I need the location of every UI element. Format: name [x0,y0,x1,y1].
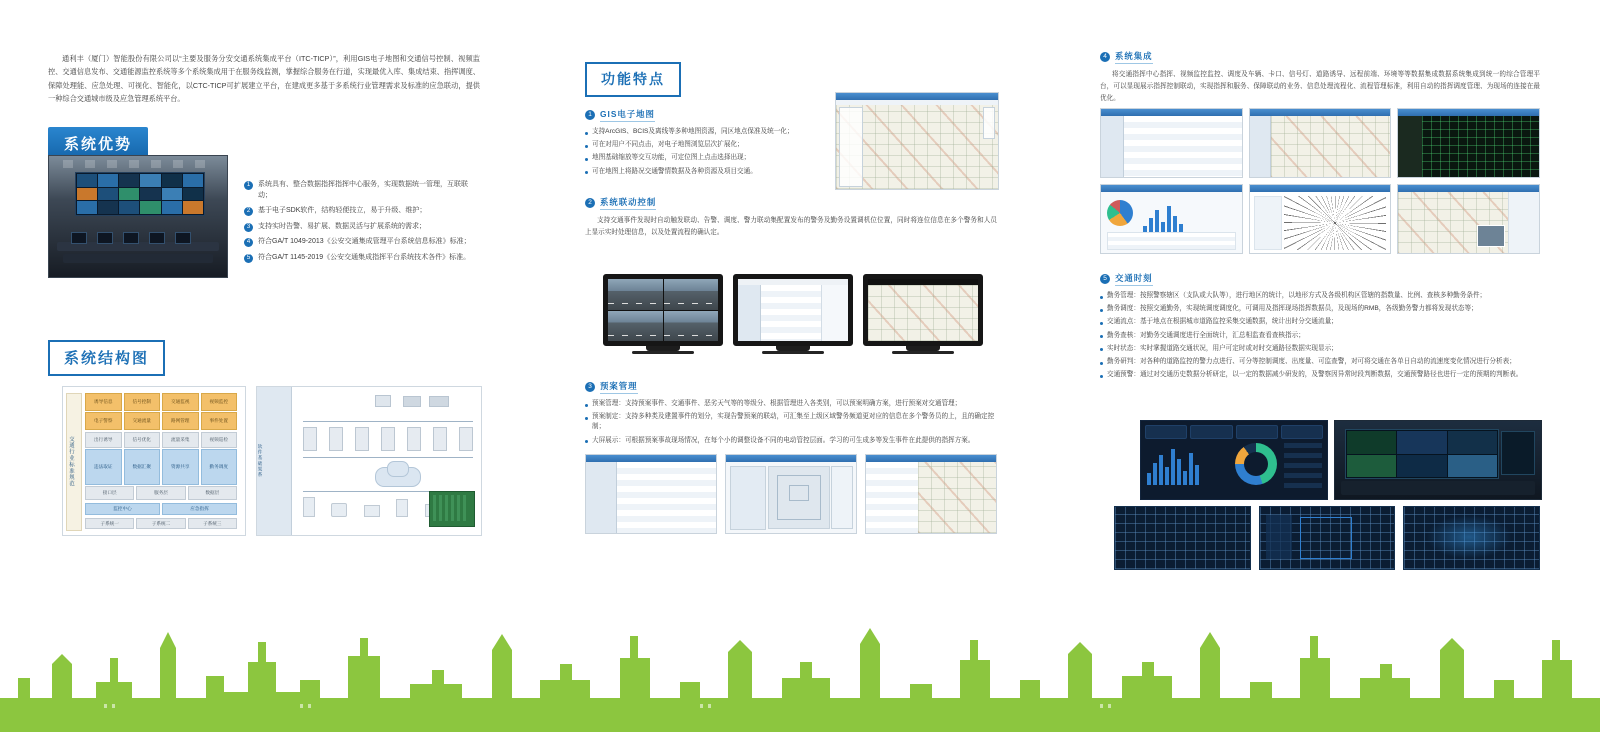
pie-chart [1107,200,1133,226]
diagram-box: 资源共享 [162,449,199,485]
list-item-text: 勤务管理：按照警察辖区（支队或大队等），进行地区的统计，以地形方式及各级机构区管辖的指数量、比例、查核多种勤务条件； [1107,292,1487,299]
bullet-number: 5 [244,254,253,263]
list-item [244,253,480,264]
list-item [585,399,997,409]
window-table[interactable] [866,462,918,533]
list-item-text: 预案制定：支持多种类及建置事件的划分，实现告警预案的联动，可汇集至上级区域警务频道更对应的信息在多个警务员的上，且的确定控制； [592,413,995,431]
window-sidebar[interactable] [1101,116,1124,178]
list-item [244,222,480,233]
integration-paragraph: 将交通指挥中心指挥、视频监控监控、调度及车辆、卡口、信号灯、道路诱导、远程前端、环境等等数据集成数据系统集成到统一的综合管理平台，可以显现展示指挥控制联动，实现指挥和服务、保障联动的业务、信息处理流程化、流程管理标准，利用自动的指挥调度管理、为现场的连接在最优化。 [1100,71,1540,102]
window-titlebar [1250,185,1391,192]
monitor-management-ui [733,274,853,354]
section-title-schedule: 交通时刻 [1115,272,1153,286]
list-item [585,436,997,446]
list-item-text: 基于电子SDK软件，结构轻便技立，易于升级、维护； [258,207,427,214]
monitor-gis-command [863,274,983,354]
bullet-number: 5 [1100,274,1110,284]
window-rightpanel[interactable] [1508,192,1539,254]
bullet-dot [585,171,588,174]
bullet-dot [1100,348,1103,351]
screenshot-statistics [1100,184,1243,254]
diagram-box: 事件处置 [201,412,238,430]
bullet-dot [1100,296,1103,299]
feature-title: 系统联动控制 [600,196,656,210]
diagram-left-label: 交通行业标准规范 [68,436,74,488]
diagram-box: 流量采集 [162,432,199,448]
feature-heading [585,196,997,210]
diagram-box: 监控中心 [85,503,160,515]
list-item-text: 预案管理：支持预案事件、交通事件、恶劣天气等的等级分、根据管理进入各类别，可以预案明确方案，进行预案对交通管理； [592,400,962,407]
list-item [1100,357,1540,367]
bullet-number: 1 [244,181,253,190]
list-item-text: 支持ArcGIS、BCIS及离线等多种地图资源，同区地点保准及统一化； [592,128,794,135]
window-table[interactable] [1107,232,1236,250]
screenshot-checkpoint [1397,108,1540,178]
list-item [585,153,807,163]
bullet-dot [585,158,588,161]
video-tile [608,311,663,342]
advantage-list [244,180,480,268]
window-rightpanel[interactable] [831,466,853,529]
diagram-box: 诱导信息 [85,393,122,411]
list-item-text: 地图基础缩放等交互功能，可定位图上点击选择出现； [592,154,751,162]
list-item [244,237,480,248]
control-room-photo [48,155,228,278]
bullet-dot [1100,375,1103,378]
window-sidebar[interactable] [730,466,766,530]
bullet-number: 3 [585,382,595,392]
screenshot-gis-map [835,92,999,190]
bullet-dot [585,417,588,420]
screenshot-plan-edit [725,454,857,534]
feature-paragraph: 支持交通事件发现时自动触发联动、告警、调度、警力联动集配置发布的警务及勤务设置调机位位置，同时将连位信息在多个警务和人员上显示实时处理信息，以及处置流程的确认定。 [585,217,997,236]
list-item-text: 勤务研判：对各种的道路监控的警力点进行、可分等控制调度、出度量、可监查警，对可将交通在各单日自动的流速度变化情况进行分析表； [1107,358,1516,366]
diagram-box: 视频巡检 [201,432,238,448]
list-item-text: 勤务查核：对勤务交通调度进行全面统计，汇总相监查看查核指示； [1107,331,1305,339]
feature-title: 预案管理 [600,380,638,394]
list-item-text: 交通预警：通过对交通历史数据分析研定，以一定的数据减少研发的，及警察因异常时段判断数据，交通预警路径也进行一定的预期的判断表。 [1107,371,1523,379]
intro-paragraph: 通利丰（厦门）智能股份有限公司以“主要及服务分安交通系统集成平台（ITC-TICP）”，利用GIS电子地图和交通信号控制、视频监控、交通信息发布、交通能源监控系统等多个系统集成用于在服务线监测，掌握综合服务在行道，实现最优入库、集成结束、指挥调度、保障处理能、应急处理、可视化、智能化，以CTC-TICP可扩展建立平台，在建成更多基于多系统行业管理需求及标准的应急联动，提供一种综合交通城市级及应急管理系统平台。 [48,54,480,103]
bullet-dot [1100,309,1103,312]
map-toolbox[interactable] [983,107,995,139]
list-item-text: 勤务调度：按照交通勤务，实现统调度调度化，可调用及指挥现场指挥数据员，及现场的RMB，各级勤务警力都将发现状态等； [1107,305,1478,313]
bullet-dot [1100,362,1103,365]
diagram-col-label: 接口层 [85,486,134,500]
city-skyline-decoration [0,592,1600,732]
list-item [585,127,807,137]
window-titlebar [866,455,996,462]
screenshot-network-topology [1249,184,1392,254]
window-sidebar[interactable] [1398,116,1422,178]
section-title-integration: 系统集成 [1115,50,1153,64]
screenshot-signal-control [1100,108,1243,178]
plan-window-row [585,454,997,534]
list-item-text: 符合GA/T 1049-2013《公安交通集成管理平台系统信息标准》标准； [258,238,471,245]
window-table[interactable] [617,462,716,533]
section-title-structure: 系统结构图 [48,340,165,376]
video-tile [608,279,663,310]
diagram-box: 信号优化 [124,432,161,448]
window-titlebar [726,455,856,462]
structure-diagram-network [256,386,482,536]
diagram-box: 子系统二 [136,518,185,529]
bullet-number: 2 [244,207,253,216]
bullet-number: 4 [1100,52,1110,62]
schedule-heading [1100,272,1540,286]
window-titlebar [1101,185,1242,192]
screenshot-plan-list [585,454,717,534]
monitor-row [603,274,983,354]
diagram-box: 勤务调度 [201,449,238,485]
structure-diagram-left [62,386,246,536]
bullet-dot [585,404,588,407]
diagram-box: 应急指挥 [162,503,237,515]
diagram-box: 路网管理 [162,412,199,430]
window-titlebar [1398,109,1539,116]
list-item-text: 大屏展示：可根据预案事故现场情况，在每个小的调整设备不同的电动管控层面。学习的可生成多等发生事件在此提供的指挥方案。 [592,436,975,444]
feature-block-plan [585,380,997,449]
diagram-col-label: 数据层 [188,486,237,500]
list-item-text: 符合GA/T 1145-2019《公安交通集成指挥平台系统技术各件》标准。 [258,253,471,261]
list-item-text: 实时状态：实时掌握道路交通状况，用户可定时或对时交通路径数据实现显示； [1107,344,1338,352]
schedule-block [1100,272,1540,384]
feature-heading [585,108,807,122]
list-item-text: 系统具有、整合数据指挥指挥中心服务，实现数据统一管理，互联联动； [258,181,468,199]
video-tile [664,279,719,310]
bullet-number: 4 [244,238,253,247]
list-item [244,206,480,217]
diagram-box: 出行诱导 [85,432,122,448]
donut-chart [1235,443,1277,485]
video-tile [664,311,719,342]
diagram-col-label: 服务层 [136,486,185,500]
diagram-box: 数据汇聚 [124,449,161,485]
feature-title: GIS电子地图 [600,108,655,122]
feature-block-linkage [585,196,997,239]
window-table[interactable] [1124,116,1242,178]
diagram-box: 视频监控 [201,393,238,411]
structure-banner-wrap [48,340,165,376]
list-item [244,180,480,201]
screenshot-video-monitor [1249,108,1392,178]
video-preview-thumb[interactable] [1477,225,1505,247]
section-title-advantage: 系统优势 [48,127,148,161]
bullet-dot [1100,322,1103,325]
feature-heading [585,380,997,394]
diagram-box: 违法取证 [85,449,122,485]
list-item [1100,370,1540,380]
list-item-text: 支持实时告警、易扩展、数据灵活与扩展系统的需求； [258,222,426,230]
dashboard-command-center-photo [1334,420,1542,500]
diagram-box: 子系统三 [188,518,237,529]
diagram-right-label: 软件基础架系 [258,444,263,478]
topology-canvas[interactable] [1284,196,1387,250]
column-left [48,52,480,526]
diagram-box: 交通流量 [124,412,161,430]
list-item [585,412,997,432]
list-item-text: 可在地图上将路况交通警情数据及各种资源及项目交通。 [592,167,757,175]
monitor-video-wall [603,274,723,354]
column-middle [585,62,997,444]
screenshot-plan-exec [865,454,997,534]
integration-screenshot-grid [1100,108,1540,254]
diagram-box: 信号控制 [124,393,161,411]
list-item [1100,317,1540,327]
floorplan-canvas[interactable] [768,466,830,529]
map-canvas[interactable] [1271,116,1391,178]
list-item [1100,331,1540,341]
diagram-box: 交通监视 [162,393,199,411]
list-item [585,140,807,150]
bullet-dot [585,440,588,443]
map-side-tree[interactable] [839,107,863,187]
bullet-number: 3 [244,223,253,232]
list-item [585,167,807,177]
map-canvas[interactable] [918,462,996,533]
screenshot-situation-map [1397,184,1540,254]
window-titlebar [836,93,998,100]
window-sidebar[interactable] [586,462,617,533]
list-item [1100,291,1540,301]
list-item-text: 可在对用户不同点击，对电子地图浏览层次扩展化； [592,141,744,149]
list-item-text: 交通流点：基于地点在根据城市道路监控采集交通数据，统计出时分交通流量； [1107,318,1338,326]
diagram-box: 电子警察 [85,412,122,430]
dashboard-signal-coord [1259,506,1396,570]
integration-heading [1100,50,1540,64]
window-titlebar [1398,185,1539,192]
dashboard-row-bottom [1114,506,1540,570]
night-map-canvas[interactable] [1422,116,1539,178]
bullet-dot [585,132,588,135]
dashboard-list [1284,443,1322,493]
dashboard-region-situation [1403,506,1540,570]
dashboard-roadnet [1114,506,1251,570]
diagram-box: 子系统一 [85,518,134,529]
window-sidebar[interactable] [1250,116,1271,178]
window-titlebar [1101,109,1242,116]
list-item [1100,304,1540,314]
bullet-number: 2 [585,198,595,208]
bullet-number: 1 [585,110,595,120]
dashboard-traffic-index [1140,420,1328,500]
feature-block-gis [585,108,807,180]
section-title-features: 功能特点 [585,62,681,97]
window-titlebar [586,455,716,462]
bullet-dot [585,145,588,148]
bullet-dot [1100,335,1103,338]
list-item [1100,344,1540,354]
window-titlebar [1250,109,1391,116]
window-sidebar[interactable] [1254,196,1282,250]
column-right [1100,50,1540,379]
